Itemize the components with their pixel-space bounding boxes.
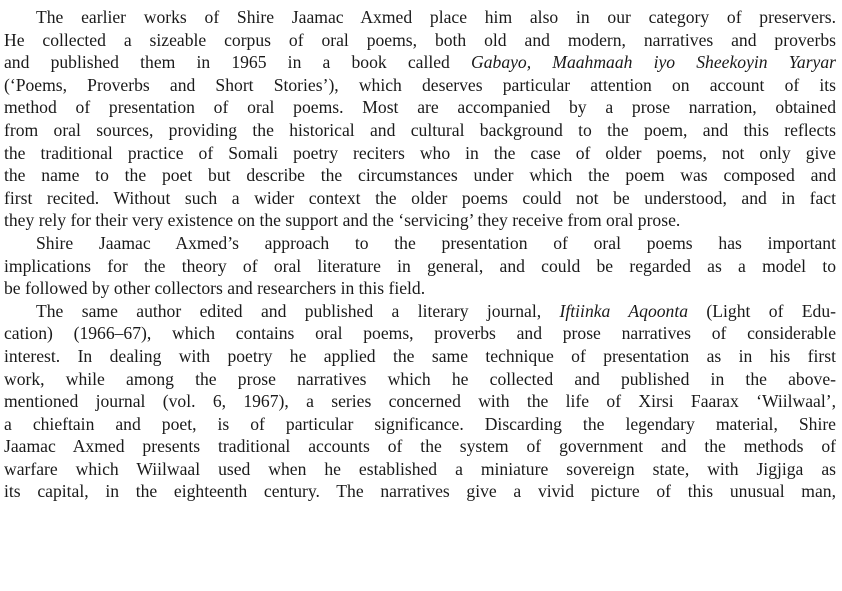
journal-title: Iftiinka Aqoonta <box>559 300 689 321</box>
text-line: from oral sources, providing the historical and cultural background to the poem, and this reflects <box>4 119 836 140</box>
text-line: Shire Jaamac Axmed’s approach to the presentation of oral poems has important <box>36 232 836 253</box>
text-line: they rely for their very existence on the support and the ‘servicing’ they receive from oral prose. <box>4 210 681 231</box>
text-line: work, while among the prose narratives which he collected and published in the above- <box>4 368 836 389</box>
text-line: the traditional practice of Somali poetry reciters who in the case of older poems, not only give <box>4 142 836 163</box>
text-line: the name to the poet but describe the circumstances under which the poem was composed and <box>4 165 836 186</box>
text-line: implications for the theory of oral literature in general, and could be regarded as a model to <box>4 255 836 276</box>
text-line: interest. In dealing with poetry he applied the same technique of presentation as in his first <box>4 345 836 366</box>
text-line: cation) (1966–67), which contains oral poems, proverbs and prose narratives of considerable <box>4 323 836 344</box>
book-title: Gabayo, Maahmaah iyo Sheekoyin Yaryar <box>471 52 836 73</box>
text-line: and published them in 1965 in a book called Gabayo, Maahmaah iyo Sheekoyin Yaryar <box>4 52 836 73</box>
text-line: first recited. Without such a wider context the older poems could not be understood, and in fact <box>4 187 836 208</box>
text-line: be followed by other collectors and researchers in this field. <box>4 278 426 299</box>
text-line: The same author edited and published a literary journal, Iftiinka Aqoonta (Light of Edu- <box>36 300 837 321</box>
text-line: Jaamac Axmed presents traditional accounts of the system of government and the methods of <box>4 436 836 457</box>
document-page <box>4 6 836 503</box>
text-line: method of presentation of oral poems. Most are accompanied by a prose narration, obtained <box>4 97 836 118</box>
text-line: its capital, in the eighteenth century. The narratives give a vivid picture of this unusual man, <box>4 481 836 502</box>
paragraph-1 <box>4 6 836 232</box>
text-line: warfare which Wiilwaal used when he established a miniature sovereign state, with Jigjiga as <box>4 458 836 479</box>
text-line: a chieftain and poet, is of particular significance. Discarding the legendary material, Shire <box>4 413 836 434</box>
paragraph-3 <box>4 300 836 503</box>
text-line: He collected a sizeable corpus of oral poems, both old and modern, narratives and proverbs <box>4 29 836 50</box>
text-line: The earlier works of Shire Jaamac Axmed place him also in our category of preservers. <box>36 7 836 27</box>
paragraph-2 <box>4 232 836 300</box>
text-line: mentioned journal (vol. 6, 1967), a series concerned with the life of Xirsi Faarax ‘Wiilwaal’, <box>4 391 836 412</box>
text-line: (‘Poems, Proverbs and Short Stories’), which deserves particular attention on account of its <box>4 74 836 95</box>
